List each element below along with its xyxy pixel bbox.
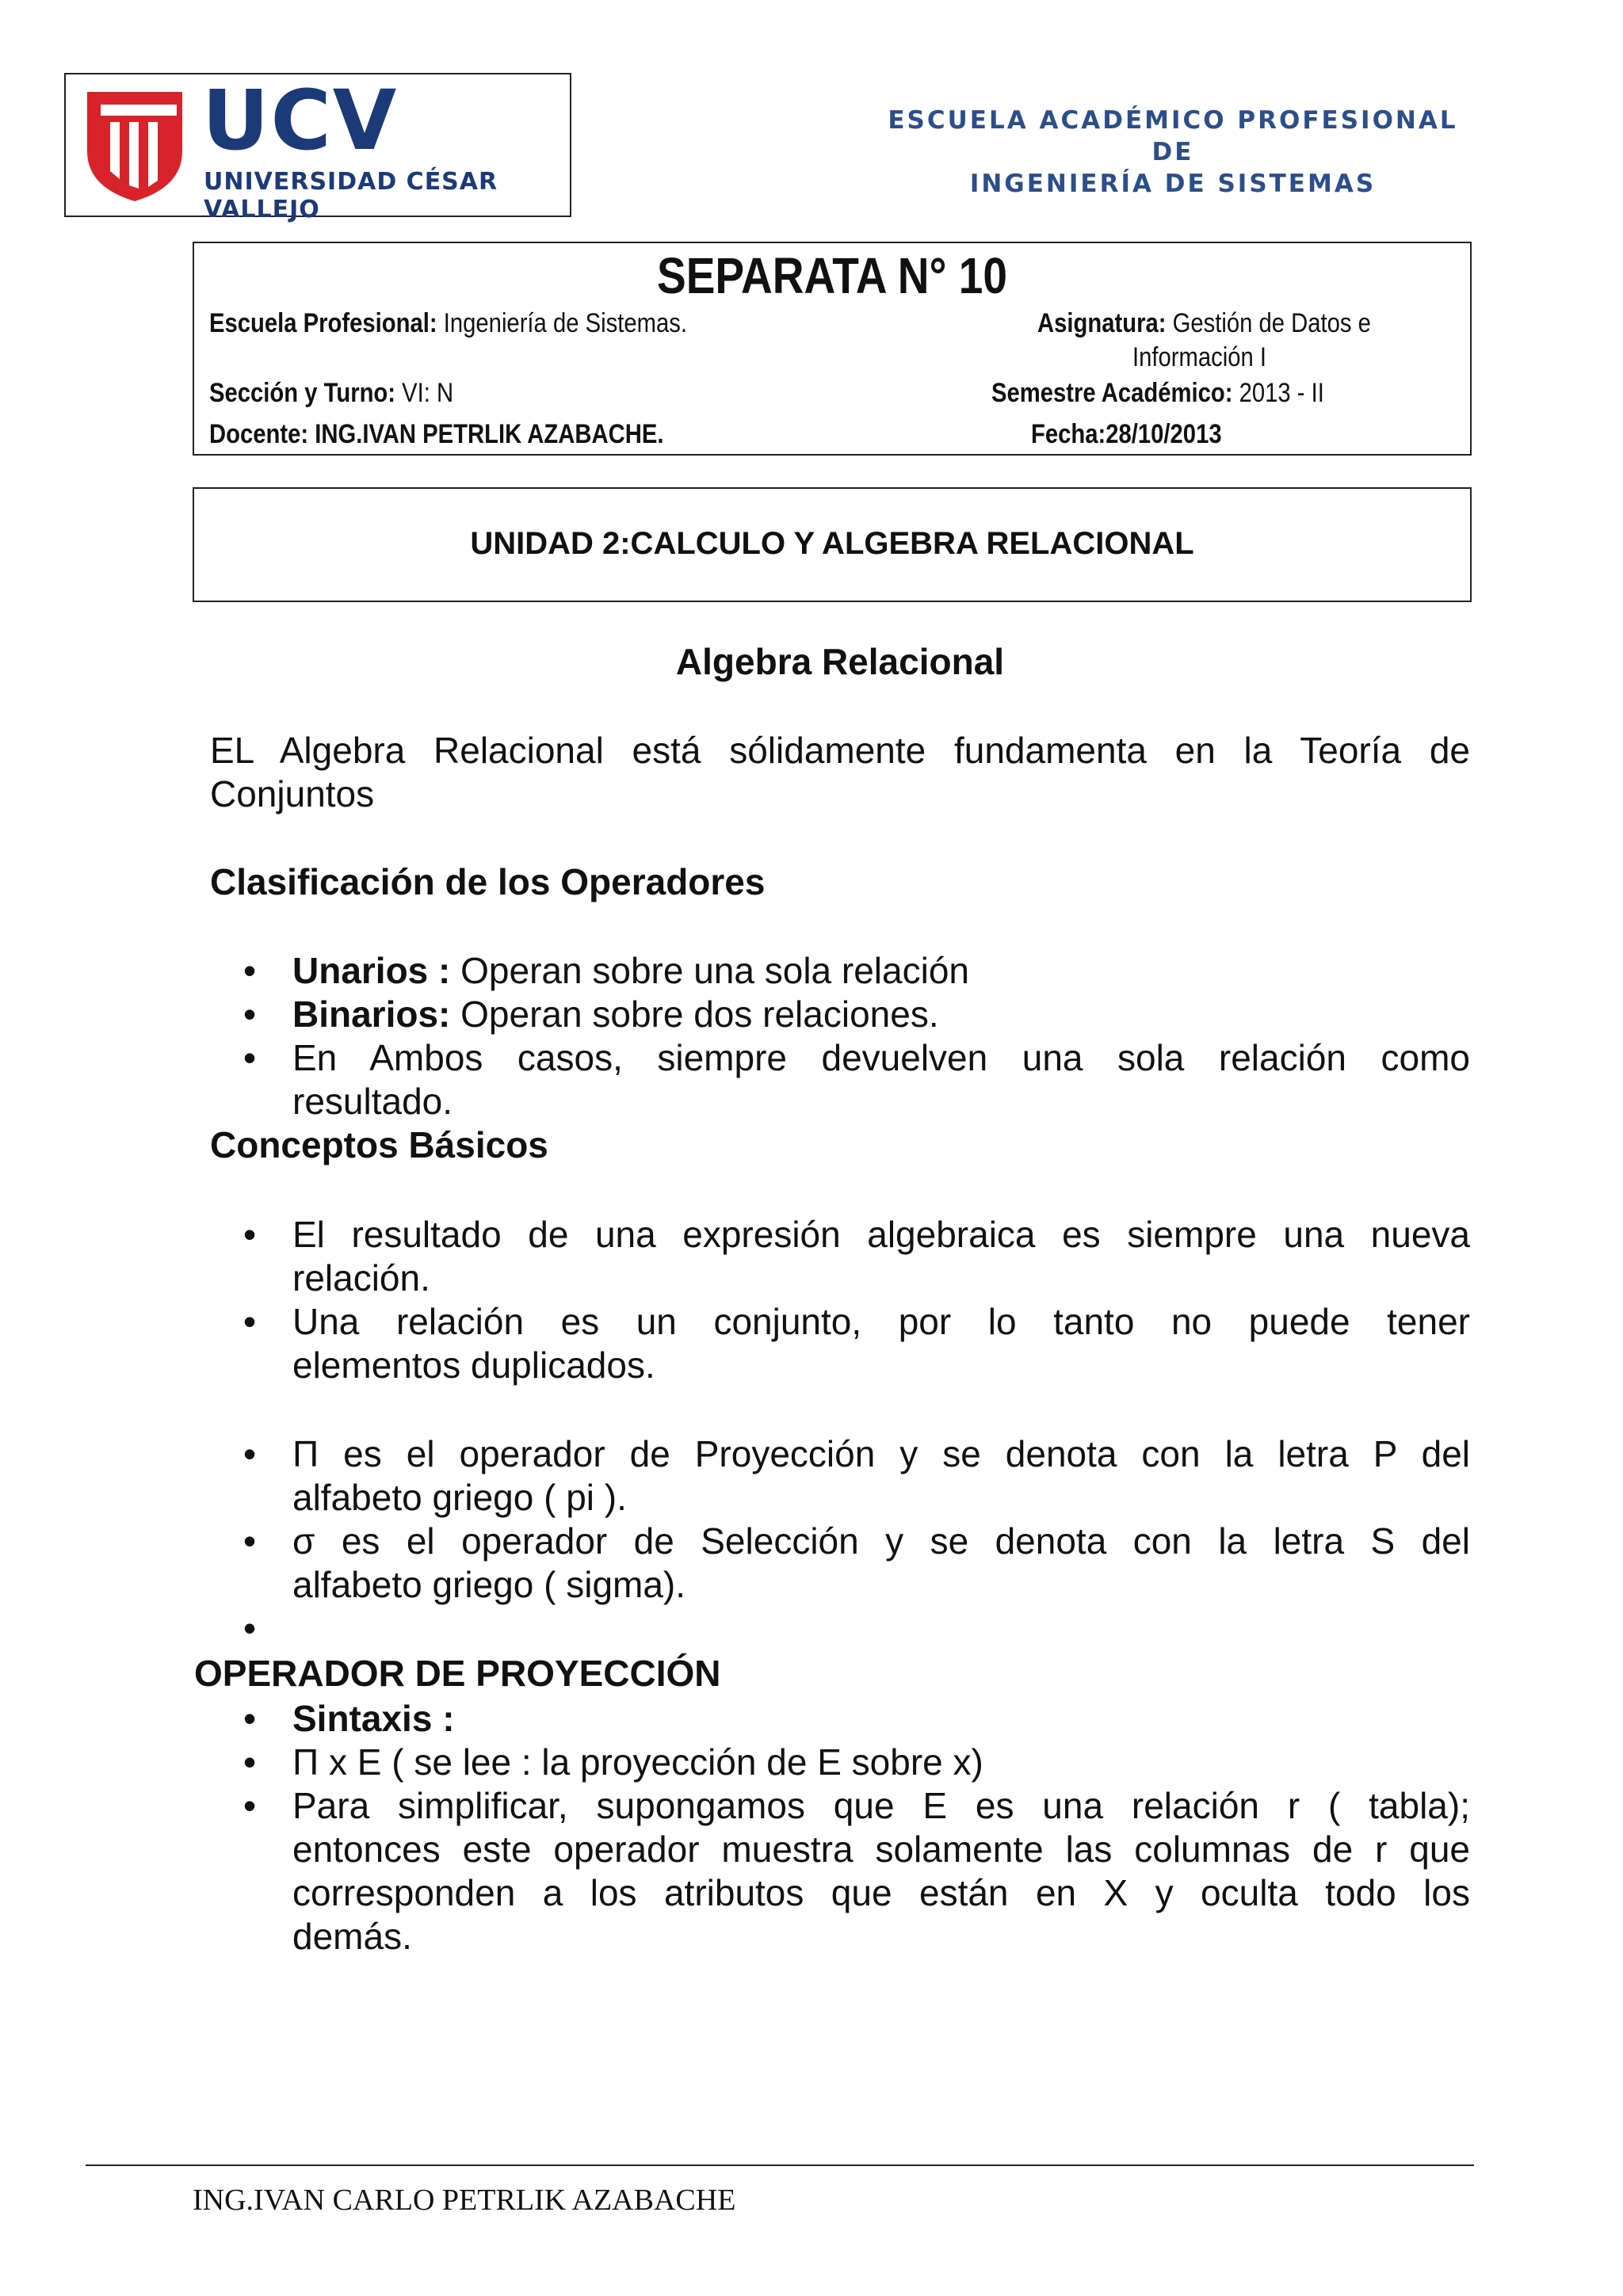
sintaxis-label: Sintaxis : xyxy=(292,1698,455,1739)
ambos-line-2: resultado. xyxy=(292,1081,453,1122)
concepto-1-line-2: relación. xyxy=(292,1257,430,1299)
bullet-icon: • xyxy=(243,1214,257,1255)
concepto-4-line-1: σ es el operador de Selección y se denota con la letra S del xyxy=(292,1520,1470,1562)
concepto-3-line-2: alfabeto griego ( pi ). xyxy=(292,1477,627,1518)
escuela-value: Ingeniería de Sistemas. xyxy=(437,308,687,338)
bullet-icon: • xyxy=(243,950,257,991)
fecha-field: Fecha:28/10/2013 xyxy=(1031,419,1222,449)
semestre-field xyxy=(991,378,1324,409)
section-title: Algebra Relacional xyxy=(675,641,1005,682)
bullet-icon: • xyxy=(243,1301,257,1342)
seccion-value: VI: N xyxy=(395,378,454,408)
proyeccion-line-4: demás. xyxy=(292,1916,412,1957)
asignatura-value: Gestión de Datos e xyxy=(1166,308,1371,338)
school-line-1: ESCUELA ACADÉMICO PROFESIONAL DE xyxy=(888,106,1458,166)
seccion-label: Sección y Turno: xyxy=(209,378,396,408)
proyeccion-heading: OPERADOR DE PROYECCIÓN xyxy=(194,1653,721,1694)
conceptos-heading: Conceptos Básicos xyxy=(210,1124,548,1165)
escuela-label: Escuela Profesional: xyxy=(209,308,437,338)
ambos-line-1: En Ambos casos, siempre devuelven una sola relación como xyxy=(292,1037,1470,1078)
ucv-shield-icon xyxy=(83,84,186,203)
unit-title: UNIDAD 2:CALCULO Y ALGEBRA RELACIONAL xyxy=(470,526,1194,561)
university-logo xyxy=(64,72,571,223)
logo-acronym: UCV xyxy=(202,72,399,169)
bullet-icon: • xyxy=(243,1037,257,1078)
clasificacion-heading: Clasificación de los Operadores xyxy=(210,861,766,902)
proyeccion-line-2: entonces este operador muestra solamente las columnas de r que xyxy=(292,1829,1470,1870)
sintaxis-expression: Π x E ( se lee : la proyección de E sobre x) xyxy=(292,1741,983,1783)
concepto-2-line-1: Una relación es un conjunto, por lo tanto no puede tener xyxy=(292,1301,1470,1342)
bullet-icon: • xyxy=(243,1741,257,1783)
bullet-icon: • xyxy=(243,1433,257,1474)
semestre-label: Semestre Académico: xyxy=(991,378,1233,408)
concepto-4-line-2: alfabeto griego ( sigma). xyxy=(292,1564,686,1605)
proyeccion-line-3: corresponden a los atributos que están en X y oculta todo los xyxy=(292,1872,1470,1913)
escuela-field xyxy=(209,308,687,339)
bullet-icon: • xyxy=(243,994,257,1035)
binarios-label: Binarios: xyxy=(292,994,451,1035)
concepto-2-line-2: elementos duplicados. xyxy=(292,1344,655,1386)
asignatura-field xyxy=(1037,308,1371,339)
school-line-2: INGENIERÍA DE SISTEMAS xyxy=(969,170,1377,198)
bullet-icon: • xyxy=(243,1520,257,1562)
unit-box xyxy=(193,487,1472,602)
unarios-text: Operan sobre una sola relación xyxy=(450,950,969,991)
list-item xyxy=(292,993,939,1036)
intro-line-1: EL Algebra Relacional está sólidamente fundamenta en la Teoría de xyxy=(210,730,1470,771)
bullet-icon: • xyxy=(243,1608,257,1649)
concepto-3-line-1: Π es el operador de Proyección y se denota con la letra P del xyxy=(292,1433,1470,1474)
footer-author: ING.IVAN CARLO PETRLIK AZABACHE xyxy=(193,2183,736,2217)
course-info-box xyxy=(193,242,1472,456)
footer-divider xyxy=(86,2164,1474,2166)
intro-line-2: Conjuntos xyxy=(210,773,375,814)
proyeccion-line-1: Para simplificar, supongamos que E es una relación r ( tabla); xyxy=(292,1785,1470,1826)
asignatura-value-cont: Información I xyxy=(1132,342,1267,372)
unarios-label: Unarios : xyxy=(292,950,451,991)
binarios-text: Operan sobre dos relaciones. xyxy=(450,994,939,1035)
asignatura-label: Asignatura: xyxy=(1037,308,1167,338)
semestre-value: 2013 - II xyxy=(1232,378,1324,408)
seccion-field xyxy=(209,378,453,409)
list-item xyxy=(292,949,969,993)
concepto-1-line-1: El resultado de una expresión algebraica es siempre una nueva xyxy=(292,1214,1470,1255)
school-header xyxy=(872,105,1474,200)
logo-university-name: UNIVERSIDAD CÉSAR VALLEJO xyxy=(204,168,498,223)
bullet-icon: • xyxy=(243,1785,257,1826)
docente-field: Docente: ING.IVAN PETRLIK AZABACHE. xyxy=(209,419,664,449)
separata-title: SEPARATA N° 10 xyxy=(656,247,1008,304)
bullet-icon: • xyxy=(243,1698,257,1739)
